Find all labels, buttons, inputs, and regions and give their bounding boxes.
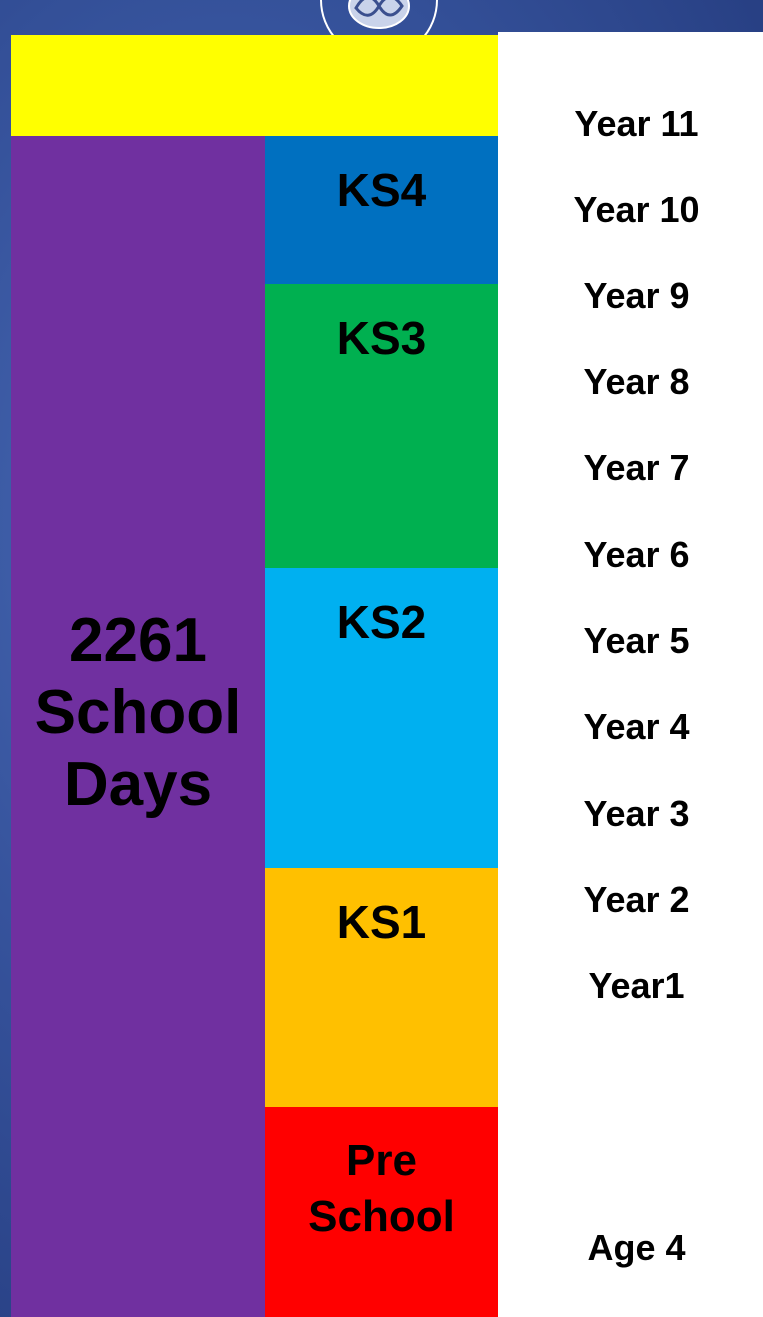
- year-10-label: Year 10: [573, 189, 700, 230]
- top-yellow-bar: [11, 35, 498, 136]
- key-stage-4-block: [265, 136, 498, 284]
- key-stage-4-label: KS4: [336, 164, 427, 216]
- year-11-label: Year 11: [574, 103, 699, 144]
- pre-school-label: [308, 1133, 455, 1245]
- pre-school-label-line1: Pre: [346, 1136, 417, 1185]
- year-8-label: Year 8: [583, 361, 690, 402]
- year-1-label: Year1: [588, 965, 685, 1006]
- total-days-school-word: School: [34, 677, 242, 747]
- year-6-label: Year 6: [583, 534, 690, 575]
- year-2-label: Year 2: [583, 879, 690, 920]
- key-stage-2-block: [265, 568, 498, 868]
- pre-school-label-line2: School: [308, 1192, 455, 1241]
- total-days-days-word: Days: [63, 749, 213, 819]
- year-7-label: Year 7: [583, 447, 690, 488]
- year-9-label: Year 9: [583, 275, 690, 316]
- total-school-days-label: [35, 605, 242, 821]
- key-stage-3-label: KS3: [336, 312, 427, 364]
- key-stage-3-block: [265, 284, 498, 568]
- key-stage-1-label: KS1: [336, 896, 427, 948]
- total-days-number: 2261: [69, 605, 207, 675]
- year-3-label: Year 3: [583, 793, 690, 834]
- year-4-label: Year 4: [583, 706, 690, 747]
- year-5-label: Year 5: [583, 620, 690, 661]
- total-school-days-column: [11, 136, 265, 1317]
- key-stage-2-label: KS2: [336, 596, 427, 648]
- age-4-label: Age 4: [587, 1227, 686, 1268]
- pre-school-block: [265, 1107, 498, 1317]
- key-stage-1-block: [265, 868, 498, 1107]
